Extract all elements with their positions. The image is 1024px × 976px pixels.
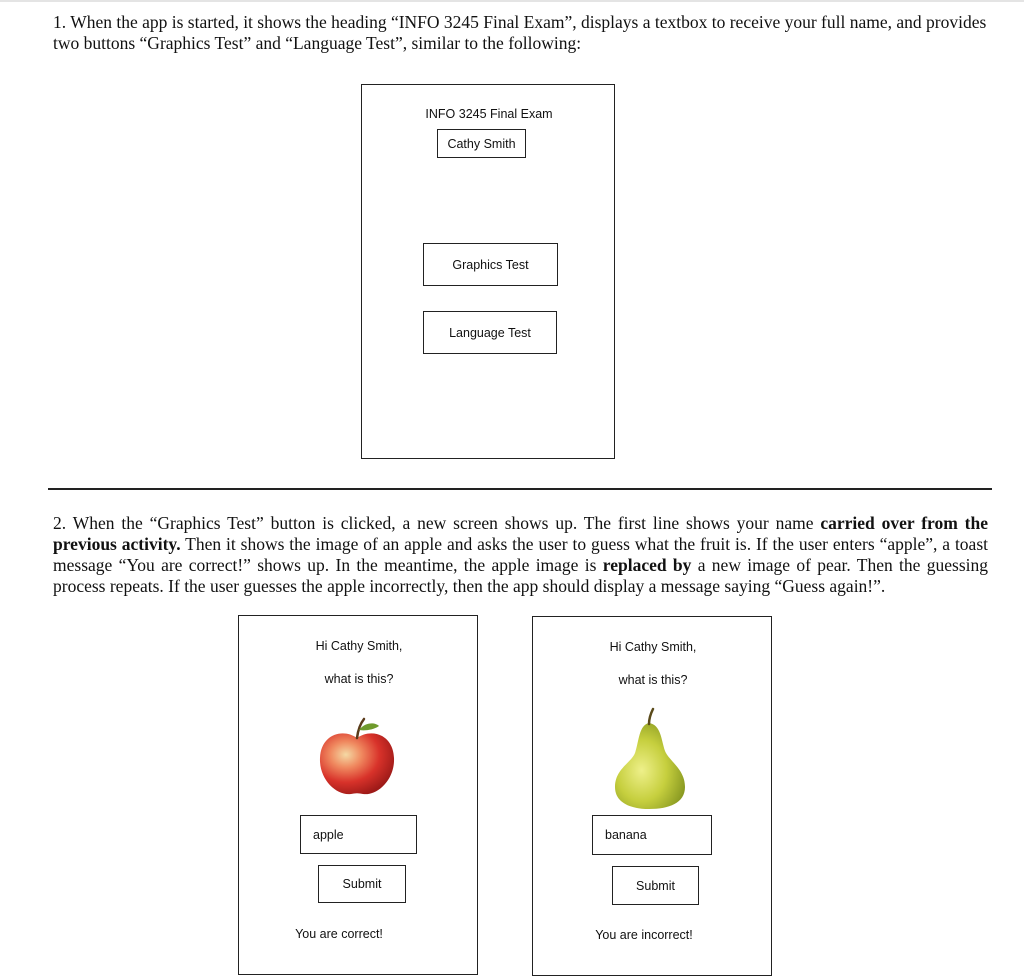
submit-button[interactable] <box>612 866 699 905</box>
greeting-text: Hi Cathy Smith, <box>609 640 697 654</box>
pear-image <box>611 707 689 811</box>
graphics-test-button[interactable] <box>423 243 558 286</box>
section-divider <box>48 488 992 490</box>
graphics-test-label: Graphics Test <box>452 257 529 272</box>
question-1-body: When the app is started, it shows the heading “INFO 3245 Final Exam”, displays a textbox to receive your full name, and provides two buttons “Graphics Test” and “Language Test”, similar to the following: <box>53 12 987 53</box>
question-2-number: 2. <box>53 513 67 533</box>
guess-input-value: banana <box>605 828 647 842</box>
apple-image <box>317 716 397 798</box>
greeting-text: Hi Cathy Smith, <box>315 639 403 653</box>
question-text: what is this? <box>324 672 394 686</box>
question-1-number: 1. <box>53 12 67 32</box>
question-1-text <box>53 12 988 54</box>
guess-input[interactable] <box>592 815 712 855</box>
mockup-main-screen <box>361 84 615 459</box>
guess-input[interactable] <box>300 815 417 854</box>
question-2-part-b: Then it shows the image of an apple and asks the user to guess what the fruit is. If the user enters “apple”, a toast message “You are correct!” shows up. In the meantime, the apple image is <box>53 534 988 575</box>
question-2-part-a: When the “Graphics Test” button is clicked, a new screen shows up. The first line shows your name <box>72 513 821 533</box>
guess-input-value: apple <box>313 827 344 842</box>
submit-label: Submit <box>342 877 382 891</box>
top-rule <box>0 0 1024 2</box>
language-test-label: Language Test <box>449 325 531 340</box>
language-test-button[interactable] <box>423 311 557 354</box>
question-2-bold-b: replaced by <box>602 555 692 575</box>
name-textbox[interactable] <box>437 129 526 158</box>
mockup-apple-screen <box>238 615 478 975</box>
submit-button[interactable] <box>318 865 406 903</box>
result-message: You are correct! <box>295 927 383 941</box>
question-2-bold-a: carried over from the previous activity. <box>53 513 989 554</box>
question-text: what is this? <box>618 673 688 687</box>
name-textbox-value: Cathy Smith <box>447 136 516 151</box>
app-heading: INFO 3245 Final Exam <box>425 107 553 121</box>
result-message: You are incorrect! <box>595 928 693 942</box>
question-2-text <box>53 513 988 597</box>
submit-label: Submit <box>636 878 675 893</box>
question-2-part-c: a new image of pear. Then the guessing process repeats. If the user guesses the apple incorrectly, then the app should display a message saying “Guess again!”. <box>53 555 988 596</box>
mockup-pear-screen <box>532 616 772 976</box>
